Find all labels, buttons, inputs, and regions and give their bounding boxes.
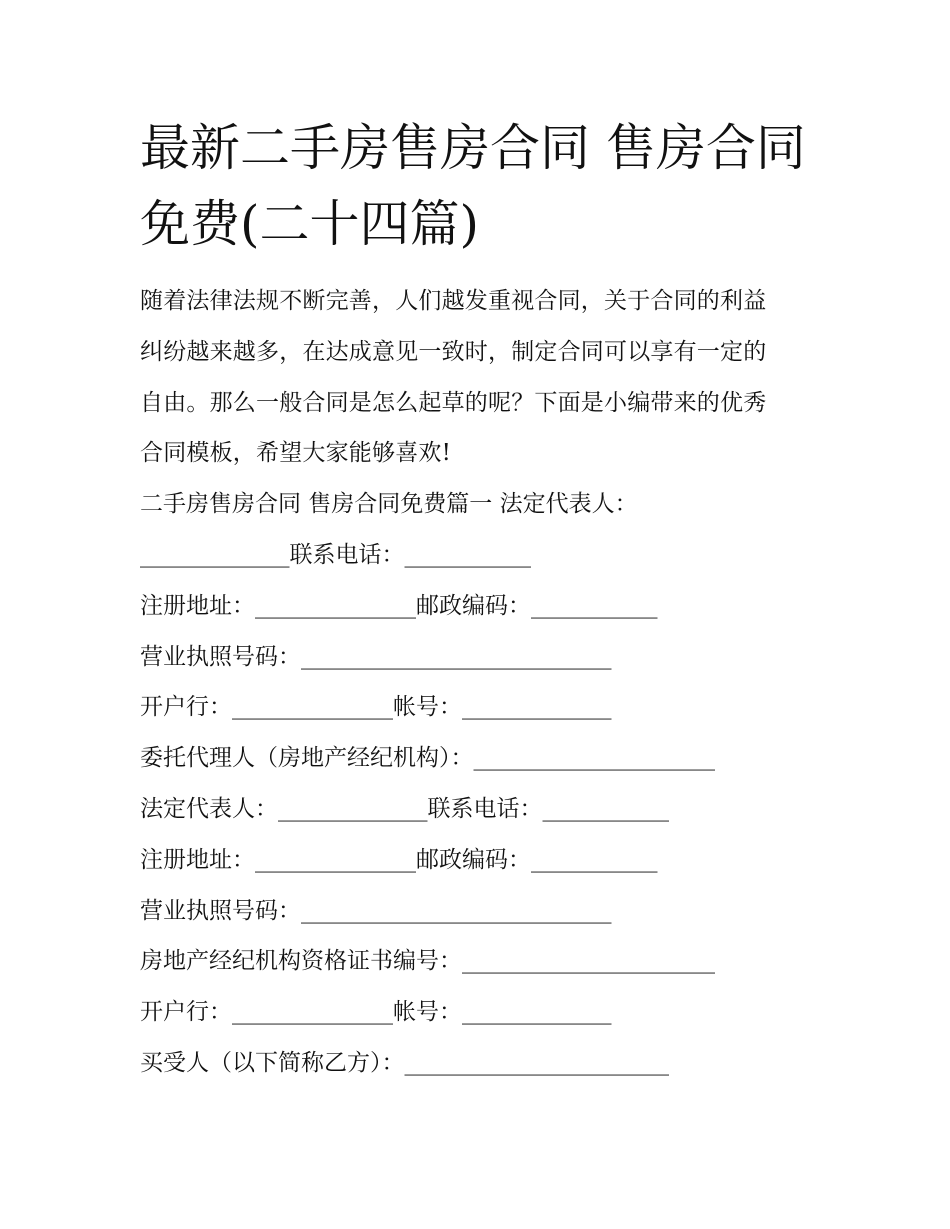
form-line: 委托代理人（房地产经纪机构）：_____________________ bbox=[140, 745, 715, 772]
form-line: 注册地址：______________邮政编码：___________ bbox=[140, 592, 658, 619]
form-line: 营业执照号码：___________________________ bbox=[140, 897, 612, 924]
intro-line: 纠纷越来越多，在达成意见一致时，制定合同可以享有一定的 bbox=[140, 338, 767, 365]
form-line: 法定代表人：_____________联系电话：___________ bbox=[140, 795, 669, 822]
title-line-2: 免费(二十四篇) bbox=[140, 195, 480, 253]
contract-form-fields bbox=[140, 479, 830, 1089]
intro-paragraph bbox=[140, 276, 830, 479]
form-line: 开户行：______________帐号：_____________ bbox=[140, 999, 612, 1026]
form-line: 营业执照号码：___________________________ bbox=[140, 643, 612, 670]
form-line: 开户行：______________帐号：_____________ bbox=[140, 694, 612, 721]
intro-line: 随着法律法规不断完善，人们越发重视合同，关于合同的利益 bbox=[140, 288, 767, 314]
title-line-1: 最新二手房售房合同 售房合同 bbox=[140, 119, 806, 177]
page-title bbox=[140, 110, 840, 262]
intro-line: 自由。那么一般合同是怎么起草的呢？下面是小编带来的优秀 bbox=[140, 389, 767, 416]
form-line: 买受人（以下简称乙方）：_______________________ bbox=[140, 1049, 669, 1076]
intro-line: 合同模板，希望大家能够喜欢! bbox=[140, 440, 452, 467]
document-body bbox=[140, 276, 830, 1089]
form-line: 房地产经纪机构资格证书编号：______________________ bbox=[140, 948, 715, 975]
form-line: 注册地址：______________邮政编码：___________ bbox=[140, 846, 658, 873]
section-heading-line: 二手房售房合同 售房合同免费篇一 法定代表人： bbox=[140, 491, 638, 518]
form-line: _____________联系电话：___________ bbox=[140, 541, 531, 568]
